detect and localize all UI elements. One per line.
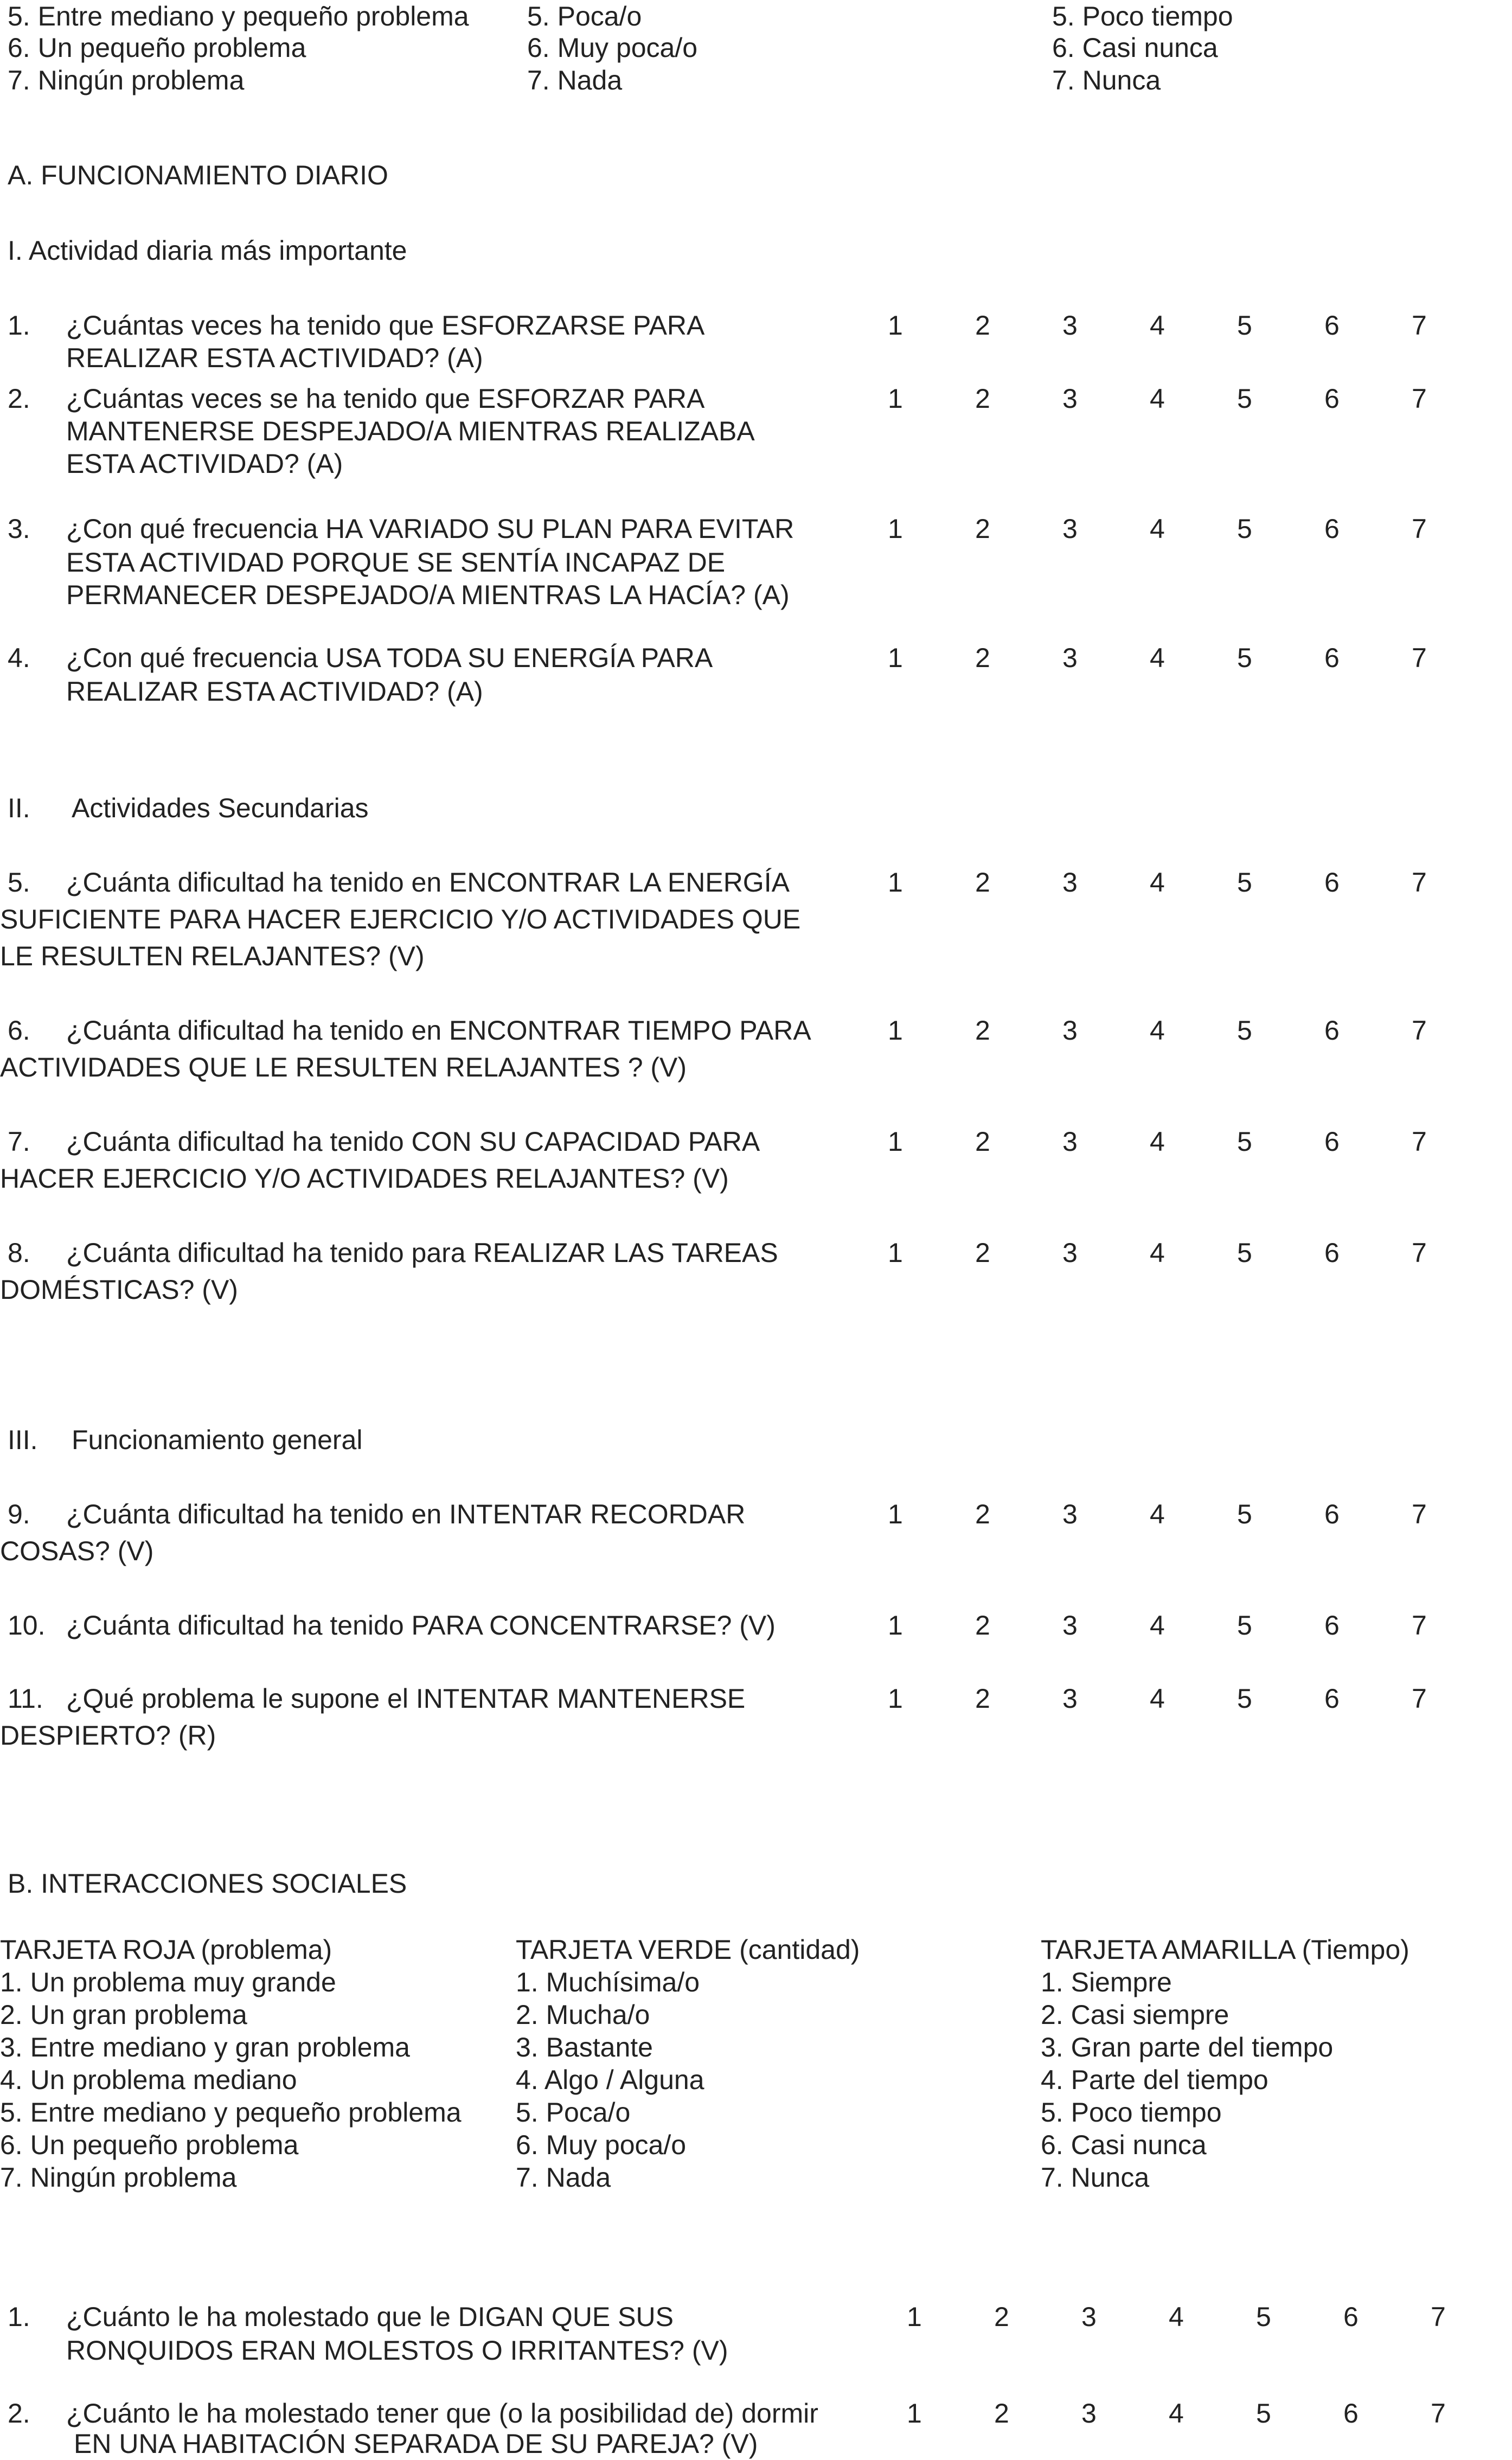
red-card-item: 2. Un gran problema — [0, 2000, 247, 2030]
scale-option[interactable]: 5 — [1256, 2302, 1271, 2332]
scale-option[interactable]: 2 — [994, 2302, 1009, 2332]
question-number: 7. — [8, 1126, 30, 1157]
scale-option[interactable]: 4 — [1150, 514, 1165, 544]
scale-option[interactable]: 1 — [888, 1683, 903, 1714]
scale-option[interactable]: 5 — [1237, 1015, 1252, 1046]
question-number: 4. — [8, 643, 30, 673]
question-text: ¿Cuánto le ha molestado tener que (o la posibilidad de) dormir — [66, 2398, 818, 2429]
question-text: ¿Cuánta dificultad ha tenido en ENCONTRAR LA ENERGÍA — [66, 867, 790, 898]
scale-option[interactable]: 4 — [1150, 643, 1165, 673]
red-card-item: 6. Un pequeño problema — [0, 2130, 299, 2160]
scale-option[interactable]: 2 — [975, 867, 990, 898]
scale-option[interactable]: 1 — [907, 2398, 922, 2429]
question-text: MANTENERSE DESPEJADO/A MIENTRAS REALIZABA — [66, 416, 755, 446]
scale-option[interactable]: 3 — [1062, 1126, 1078, 1157]
question-number: 3. — [8, 514, 30, 544]
scale-option[interactable]: 5 — [1237, 383, 1252, 414]
scale-option[interactable]: 7 — [1412, 514, 1427, 544]
question-text: EN UNA HABITACIÓN SEPARADA DE SU PAREJA? (V) — [74, 2429, 758, 2459]
section-b-title: B. INTERACCIONES SOCIALES — [8, 1868, 407, 1899]
question-text: ¿Cuánta dificultad ha tenido en INTENTAR RECORDAR — [66, 1499, 746, 1529]
scale-option[interactable]: 4 — [1150, 1238, 1165, 1268]
question-text: REALIZAR ESTA ACTIVIDAD? (A) — [66, 676, 483, 707]
scale-option[interactable]: 1 — [888, 1238, 903, 1268]
scale-option[interactable]: 7 — [1412, 1683, 1427, 1714]
scale-option[interactable]: 2 — [975, 1015, 990, 1046]
scale-option[interactable]: 3 — [1062, 1610, 1078, 1641]
scale-option[interactable]: 1 — [888, 514, 903, 544]
question-text: ¿Con qué frecuencia HA VARIADO SU PLAN PARA EVITAR — [66, 514, 795, 544]
scale-option[interactable]: 5 — [1237, 1610, 1252, 1641]
scale-option[interactable]: 2 — [975, 1610, 990, 1641]
scale-option[interactable]: 6 — [1324, 643, 1340, 673]
yellow-card-item: 4. Parte del tiempo — [1041, 2065, 1268, 2095]
question-text: ¿Con qué frecuencia USA TODA SU ENERGÍA PARA — [66, 643, 713, 673]
scale-option[interactable]: 6 — [1324, 383, 1340, 414]
scale-option[interactable]: 2 — [975, 514, 990, 544]
top-red-item: 6. Un pequeño problema — [8, 33, 306, 63]
top-red-item: 7. Ningún problema — [8, 65, 245, 95]
question-text: ¿Cuánta dificultad ha tenido PARA CONCENTRARSE? (V) — [66, 1610, 776, 1641]
scale-option[interactable]: 4 — [1150, 1126, 1165, 1157]
question-number: 2. — [8, 2398, 30, 2429]
yellow-card-item: 2. Casi siempre — [1041, 2000, 1229, 2030]
question-number: 11. — [8, 1683, 43, 1714]
top-green-item: 7. Nada — [527, 65, 623, 95]
scale-option[interactable]: 4 — [1150, 383, 1165, 414]
question-text: ¿Cuántas veces se ha tenido que ESFORZAR PARA — [66, 383, 705, 414]
scale-option[interactable]: 3 — [1081, 2302, 1097, 2332]
scale-option[interactable]: 6 — [1324, 1683, 1340, 1714]
question-text: ¿Qué problema le supone el INTENTAR MANTENERSE — [66, 1683, 746, 1714]
red-card-item: 5. Entre mediano y pequeño problema — [0, 2097, 462, 2128]
green-card-item: 7. Nada — [516, 2162, 611, 2193]
scale-option[interactable]: 1 — [888, 1610, 903, 1641]
question-number: 9. — [8, 1499, 30, 1529]
scale-option[interactable]: 3 — [1062, 643, 1078, 673]
green-card-item: 5. Poca/o — [516, 2097, 631, 2128]
scale-option[interactable]: 7 — [1431, 2302, 1446, 2332]
scale-option[interactable]: 5 — [1237, 1499, 1252, 1529]
subsection-3-number: III. — [8, 1425, 38, 1455]
section-a-title: A. FUNCIONAMIENTO DIARIO — [8, 160, 388, 190]
scale-option[interactable]: 7 — [1412, 1610, 1427, 1641]
question-text: RONQUIDOS ERAN MOLESTOS O IRRITANTES? (V) — [66, 2335, 728, 2366]
question-number: 5. — [8, 867, 30, 898]
scale-option[interactable]: 5 — [1237, 1683, 1252, 1714]
subsection-1-title: I. Actividad diaria más importante — [8, 235, 407, 266]
scale-option[interactable]: 3 — [1062, 383, 1078, 414]
scale-option[interactable]: 6 — [1324, 1238, 1340, 1268]
scale-option[interactable]: 7 — [1412, 383, 1427, 414]
scale-option[interactable]: 4 — [1150, 310, 1165, 341]
question-text: ACTIVIDADES QUE LE RESULTEN RELAJANTES ? (V) — [0, 1052, 687, 1082]
scale-option[interactable]: 7 — [1412, 310, 1427, 341]
scale-option[interactable]: 2 — [975, 383, 990, 414]
question-text: ¿Cuántas veces ha tenido que ESFORZARSE PARA — [66, 310, 705, 341]
green-card-item: 4. Algo / Alguna — [516, 2065, 704, 2095]
red-card-title: TARJETA ROJA (problema) — [0, 1934, 332, 1965]
question-text: DESPIERTO? (R) — [0, 1720, 216, 1751]
scale-option[interactable]: 4 — [1150, 867, 1165, 898]
scale-option[interactable]: 5 — [1256, 2398, 1271, 2429]
scale-option[interactable]: 6 — [1324, 514, 1340, 544]
yellow-card-title: TARJETA AMARILLA (Tiempo) — [1041, 1934, 1410, 1965]
top-yellow-item: 5. Poco tiempo — [1052, 1, 1233, 31]
yellow-card-item: 7. Nunca — [1041, 2162, 1150, 2193]
question-text: COSAS? (V) — [0, 1536, 154, 1566]
top-yellow-item: 6. Casi nunca — [1052, 33, 1218, 63]
scale-option[interactable]: 5 — [1237, 310, 1252, 341]
scale-option[interactable]: 2 — [975, 643, 990, 673]
scale-option[interactable]: 6 — [1324, 867, 1340, 898]
scale-option[interactable]: 4 — [1169, 2398, 1184, 2429]
subsection-2-number: II. — [8, 793, 30, 823]
question-text: PERMANECER DESPEJADO/A MIENTRAS LA HACÍA? (A) — [66, 580, 790, 610]
scale-option[interactable]: 1 — [888, 643, 903, 673]
scale-option[interactable]: 7 — [1412, 1126, 1427, 1157]
yellow-card-item: 3. Gran parte del tiempo — [1041, 2032, 1334, 2062]
scale-option[interactable]: 6 — [1324, 310, 1340, 341]
question-number: 10. — [8, 1610, 46, 1641]
question-text: REALIZAR ESTA ACTIVIDAD? (A) — [66, 343, 483, 373]
scale-option[interactable]: 5 — [1237, 1126, 1252, 1157]
scale-option[interactable]: 4 — [1150, 1610, 1165, 1641]
top-green-item: 6. Muy poca/o — [527, 33, 698, 63]
question-number: 1. — [8, 310, 30, 341]
scale-option[interactable]: 4 — [1150, 1499, 1165, 1529]
green-card-item: 1. Muchísima/o — [516, 1967, 700, 1997]
scale-option[interactable]: 2 — [975, 1126, 990, 1157]
yellow-card-item: 5. Poco tiempo — [1041, 2097, 1222, 2128]
scale-option[interactable]: 1 — [888, 1015, 903, 1046]
question-text: ¿Cuánta dificultad ha tenido para REALIZAR LAS TAREAS — [66, 1238, 778, 1268]
red-card-item: 1. Un problema muy grande — [0, 1967, 336, 1997]
scale-option[interactable]: 6 — [1324, 1126, 1340, 1157]
subsection-2-title: Actividades Secundarias — [72, 793, 369, 823]
question-text: ¿Cuánta dificultad ha tenido CON SU CAPACIDAD PARA — [66, 1126, 760, 1157]
scale-option[interactable]: 6 — [1324, 1015, 1340, 1046]
green-card-item: 3. Bastante — [516, 2032, 653, 2062]
scale-option[interactable]: 7 — [1412, 1238, 1427, 1268]
green-card-title: TARJETA VERDE (cantidad) — [516, 1934, 860, 1965]
question-text: ¿Cuánta dificultad ha tenido en ENCONTRAR TIEMPO PARA — [66, 1015, 811, 1046]
scale-option[interactable]: 2 — [975, 310, 990, 341]
scale-option[interactable]: 4 — [1150, 1683, 1165, 1714]
scale-option[interactable]: 7 — [1412, 1499, 1427, 1529]
scale-option[interactable]: 1 — [888, 1126, 903, 1157]
scale-option[interactable]: 3 — [1062, 1683, 1078, 1714]
scale-option[interactable]: 6 — [1343, 2398, 1359, 2429]
scale-option[interactable]: 6 — [1324, 1610, 1340, 1641]
yellow-card-item: 6. Casi nunca — [1041, 2130, 1207, 2160]
scale-option[interactable]: 3 — [1062, 514, 1078, 544]
scale-option[interactable]: 6 — [1343, 2302, 1359, 2332]
scale-option[interactable]: 7 — [1431, 2398, 1446, 2429]
scale-option[interactable]: 7 — [1412, 867, 1427, 898]
green-card-item: 2. Mucha/o — [516, 2000, 650, 2030]
scale-option[interactable]: 3 — [1062, 1499, 1078, 1529]
scale-option[interactable]: 3 — [1062, 1015, 1078, 1046]
top-green-item: 5. Poca/o — [527, 1, 642, 31]
scale-option[interactable]: 4 — [1150, 1015, 1165, 1046]
scale-option[interactable]: 1 — [888, 383, 903, 414]
red-card-item: 7. Ningún problema — [0, 2162, 237, 2193]
top-red-item: 5. Entre mediano y pequeño problema — [8, 1, 469, 31]
scale-option[interactable]: 1 — [888, 1499, 903, 1529]
red-card-item: 4. Un problema mediano — [0, 2065, 297, 2095]
question-text: ESTA ACTIVIDAD? (A) — [66, 449, 343, 479]
scale-option[interactable]: 4 — [1169, 2302, 1184, 2332]
scale-option[interactable]: 3 — [1081, 2398, 1097, 2429]
scale-option[interactable]: 2 — [975, 1238, 990, 1268]
scale-option[interactable]: 5 — [1237, 867, 1252, 898]
question-text: HACER EJERCICIO Y/O ACTIVIDADES RELAJANTES? (V) — [0, 1163, 729, 1194]
scale-option[interactable]: 7 — [1412, 643, 1427, 673]
scale-option[interactable]: 3 — [1062, 1238, 1078, 1268]
yellow-card-item: 1. Siempre — [1041, 1967, 1172, 1997]
scale-option[interactable]: 1 — [888, 867, 903, 898]
red-card-item: 3. Entre mediano y gran problema — [0, 2032, 410, 2062]
scale-option[interactable]: 7 — [1412, 1015, 1427, 1046]
question-text: LE RESULTEN RELAJANTES? (V) — [0, 941, 425, 971]
question-text: DOMÉSTICAS? (V) — [0, 1274, 238, 1305]
question-text: ESTA ACTIVIDAD PORQUE SE SENTÍA INCAPAZ DE — [66, 547, 726, 578]
scale-option[interactable]: 3 — [1062, 310, 1078, 341]
question-number: 1. — [8, 2302, 30, 2332]
question-text: ¿Cuánto le ha molestado que le DIGAN QUE SUS — [66, 2302, 674, 2332]
subsection-3-title: Funcionamiento general — [72, 1425, 363, 1455]
top-yellow-item: 7. Nunca — [1052, 65, 1161, 95]
green-card-item: 6. Muy poca/o — [516, 2130, 687, 2160]
scale-option[interactable]: 3 — [1062, 867, 1078, 898]
scale-option[interactable]: 5 — [1237, 643, 1252, 673]
scale-option[interactable]: 2 — [975, 1683, 990, 1714]
question-text: SUFICIENTE PARA HACER EJERCICIO Y/O ACTIVIDADES QUE — [0, 904, 801, 934]
question-number: 8. — [8, 1238, 30, 1268]
scale-option[interactable]: 1 — [907, 2302, 922, 2332]
scale-option[interactable]: 5 — [1237, 1238, 1252, 1268]
question-number: 6. — [8, 1015, 30, 1046]
scale-option[interactable]: 2 — [975, 1499, 990, 1529]
question-number: 2. — [8, 383, 30, 414]
scale-option[interactable]: 1 — [888, 310, 903, 341]
scale-option[interactable]: 6 — [1324, 1499, 1340, 1529]
scale-option[interactable]: 5 — [1237, 514, 1252, 544]
scale-option[interactable]: 2 — [994, 2398, 1009, 2429]
